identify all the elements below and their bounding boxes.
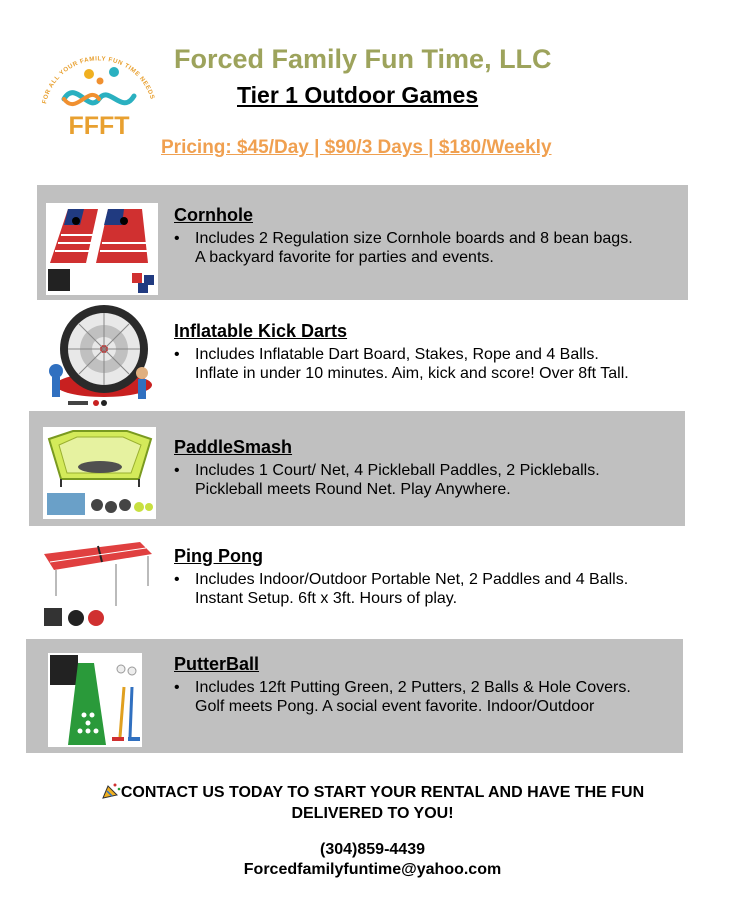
game-row-paddlesmash [29,411,685,526]
game-row-putterball [26,639,683,753]
game-title: PutterBall [174,654,260,674]
cornhole-boards-image [46,203,158,295]
bullet-icon: • [174,571,180,588]
description-line: Instant Setup. 6ft x 3ft. Hours of play. [195,590,458,607]
game-title: PaddleSmash [174,437,293,457]
game-description [174,229,633,267]
description-line: A backyard favorite for parties and events. [195,249,494,266]
logo-letters: FFFT [68,112,130,140]
description-line: Golf meets Pong. A social event favorite. Indoor/Outdoor [195,698,595,715]
page-subtitle: Tier 1 Outdoor Games [237,82,479,108]
paddlesmash-court-image [43,427,156,519]
call-to-action [60,782,685,824]
game-row-ping-pong [29,526,685,639]
game-title: Ping Pong [174,546,263,566]
game-title: Inflatable Kick Darts [174,321,348,341]
ping-pong-table-image [40,532,156,632]
game-description [174,345,629,383]
game-title: Cornhole [174,205,253,225]
bullet-icon: • [174,230,180,247]
description-line: Inflate in under 10 minutes. Aim, kick and score! Over 8ft Tall. [195,365,629,382]
game-row-cornhole [37,185,688,300]
party-horn-icon [101,782,121,800]
ffft-logo [34,44,164,140]
pricing-line: Pricing: $45/Day | $90/3 Days | $180/Weekly [161,137,552,158]
bullet-icon: • [174,679,180,696]
game-description [174,678,631,716]
description-line: Includes Inflatable Dart Board, Stakes, Rope and 4 Balls. [195,346,599,363]
bullet-icon: • [174,462,180,479]
description-line: Includes 12ft Putting Green, 2 Putters, 2 Balls & Hole Covers. [195,679,631,696]
email-address: Forcedfamilyfuntime@yahoo.com [243,861,502,878]
game-description [174,461,600,499]
putterball-green-image [48,653,142,747]
description-line: Includes Indoor/Outdoor Portable Net, 2 Paddles and 4 Balls. [195,571,629,588]
bullet-icon: • [174,346,180,363]
phone-number: (304)859-4439 [320,841,425,858]
kick-darts-image [46,303,158,409]
game-row-kick-darts [37,300,688,410]
game-description [174,570,629,608]
cta-line: DELIVERED TO YOU! [291,805,454,822]
cta-line: CONTACT US TODAY TO START YOUR RENTAL AND HAVE THE FUN [120,784,645,801]
description-line: Includes 1 Court/ Net, 4 Pickleball Paddles, 2 Pickleballs. [195,462,600,479]
company-name: Forced Family Fun Time, LLC [174,44,552,74]
logo-ring-text: FOR ALL YOUR FAMILY FUN TIME NEEDS [41,55,156,105]
description-line: Pickleball meets Round Net. Play Anywhere. [195,481,511,498]
description-line: Includes 2 Regulation size Cornhole boards and 8 bean bags. [195,230,633,247]
